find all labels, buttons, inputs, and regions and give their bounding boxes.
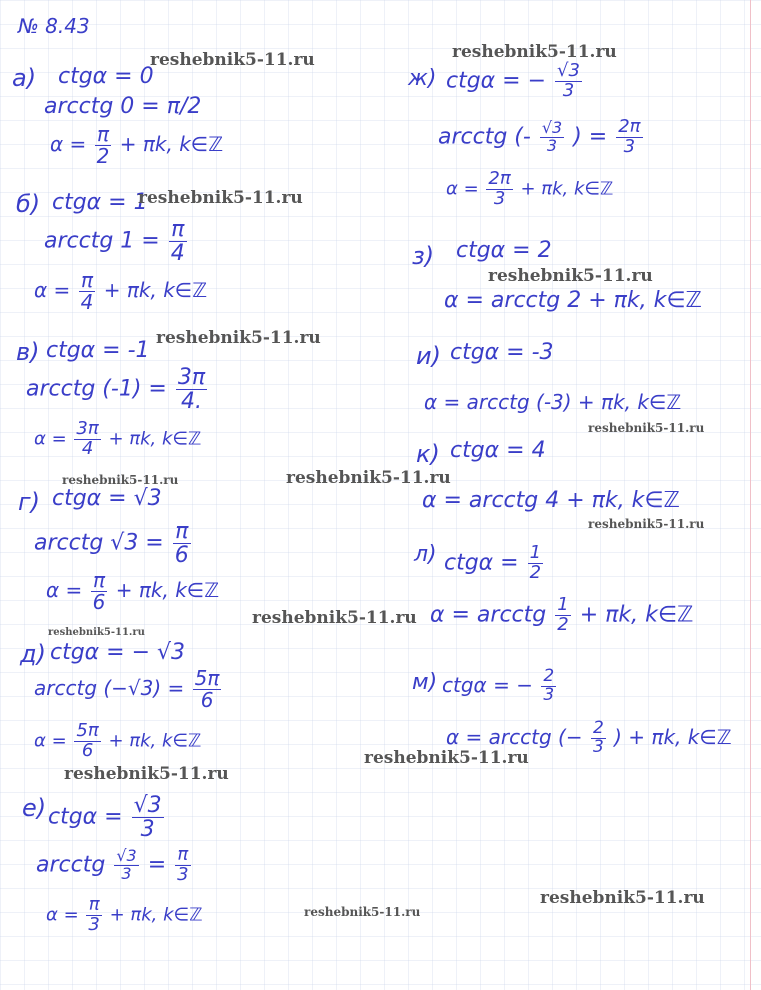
- watermark: reshebnik5-11.ru: [452, 42, 617, 62]
- general-solution: α = $\frac{\pi}{2}$ + πk, k∈ℤ: [50, 122, 224, 168]
- general-solution: α = arcctg (− $\frac{2}{3}$ ) + πk, k∈ℤ: [446, 718, 732, 757]
- item-label: к): [416, 440, 440, 468]
- arcctg-value: arcctg (-1) = $\frac{3\pi}{4.}$: [26, 365, 206, 415]
- general-solution: α = $\frac{2\pi}{3}$ + πk, k∈ℤ: [446, 168, 614, 209]
- watermark: reshebnik5-11.ru: [540, 888, 705, 908]
- equation: ctgα = 4: [450, 438, 546, 463]
- general-solution: α = arcctg (-3) + πk, k∈ℤ: [424, 390, 682, 414]
- equation: ctgα = 2: [456, 238, 552, 263]
- equation: ctgα = $\frac{√3}{3}$: [48, 793, 162, 843]
- item-label: ж): [408, 66, 437, 91]
- equation: ctgα = − $\frac{√3}{3}$: [446, 60, 580, 101]
- arcctg-value: arcctg $\frac{√3}{3}$ = $\frac{\pi}{3}$: [36, 844, 189, 885]
- item-label: в): [16, 338, 40, 366]
- watermark: reshebnik5-11.ru: [364, 748, 529, 768]
- general-solution: α = $\frac{\pi}{4}$ + πk, k∈ℤ: [34, 268, 208, 314]
- arcctg-value: arcctg (- $\frac{√3}{3}$ ) = $\frac{2\pi}{3}$: [438, 116, 641, 157]
- equation: ctgα = 1: [52, 190, 148, 215]
- general-solution: α = $\frac{5\pi}{6}$ + πk, k∈ℤ: [34, 720, 202, 761]
- arcctg-value: arcctg 1 = $\frac{\pi}{4}$: [44, 217, 185, 267]
- equation: ctgα = $\frac{1}{2}$: [444, 542, 542, 583]
- watermark: reshebnik5-11.ru: [588, 421, 705, 435]
- arcctg-value: arcctg 0 = π/2: [44, 94, 202, 119]
- equation: ctgα = − √3: [50, 640, 186, 665]
- general-solution: α = arcctg 4 + πk, k∈ℤ: [422, 488, 680, 513]
- watermark: reshebnik5-11.ru: [286, 468, 451, 488]
- equation: ctgα = -3: [450, 340, 554, 365]
- watermark: reshebnik5-11.ru: [64, 764, 229, 784]
- item-label: б): [16, 190, 41, 218]
- item-label: л): [414, 542, 437, 567]
- watermark: reshebnik5-11.ru: [156, 328, 321, 348]
- equation: ctgα = 0: [58, 64, 154, 89]
- watermark: reshebnik5-11.ru: [488, 266, 653, 286]
- arcctg-value: arcctg (−√3) = $\frac{5\pi}{6}$: [34, 666, 220, 712]
- item-label: д): [20, 640, 46, 668]
- item-label: е): [22, 794, 47, 822]
- margin-line: [750, 0, 751, 990]
- watermark: reshebnik5-11.ru: [48, 627, 145, 638]
- item-label: з): [412, 242, 435, 270]
- watermark: reshebnik5-11.ru: [304, 905, 421, 919]
- equation: ctgα = -1: [46, 338, 150, 363]
- watermark: reshebnik5-11.ru: [588, 517, 705, 531]
- item-label: и): [416, 342, 441, 370]
- general-solution: α = arcctg 2 + πk, k∈ℤ: [444, 288, 702, 313]
- equation: ctgα = − $\frac{2}{3}$: [442, 666, 555, 705]
- watermark: reshebnik5-11.ru: [150, 50, 315, 70]
- general-solution: α = $\frac{\pi}{6}$ + πk, k∈ℤ: [46, 568, 220, 614]
- item-label: г): [18, 488, 40, 516]
- watermark: reshebnik5-11.ru: [62, 473, 179, 487]
- general-solution: α = $\frac{3\pi}{4}$ + πk, k∈ℤ: [34, 418, 202, 459]
- item-label: м): [412, 670, 438, 695]
- general-solution: α = arcctg $\frac{1}{2}$ + πk, k∈ℤ: [430, 594, 694, 635]
- watermark: reshebnik5-11.ru: [138, 188, 303, 208]
- problem-number: № 8.43: [18, 14, 90, 38]
- equation: ctgα = √3: [52, 486, 162, 511]
- watermark: reshebnik5-11.ru: [252, 608, 417, 628]
- arcctg-value: arcctg √3 = $\frac{\pi}{6}$: [34, 519, 189, 569]
- item-label: а): [12, 64, 37, 92]
- general-solution: α = $\frac{\pi}{3}$ + πk, k∈ℤ: [46, 894, 203, 935]
